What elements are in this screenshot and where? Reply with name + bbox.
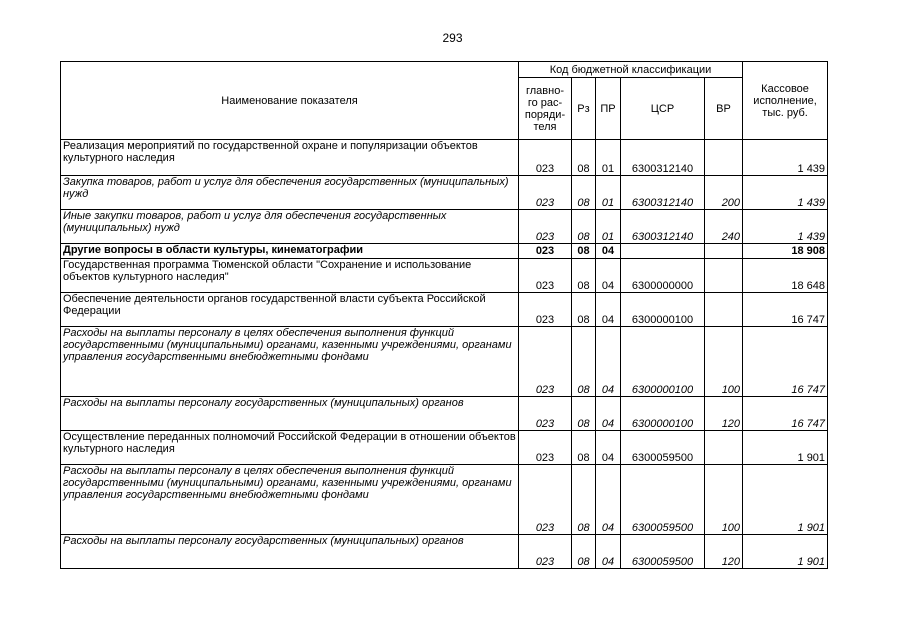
row-name: Государственная программа Тюменской области "Сохранение и использование объектов культурного наследия" bbox=[61, 259, 519, 293]
header-pr: ПР bbox=[596, 78, 621, 140]
row-pr: 04 bbox=[596, 397, 621, 431]
header-name: Наименование показателя bbox=[61, 62, 519, 140]
row-name: Осуществление переданных полномочий Российской Федерации в отношении объектов культурного наследия bbox=[61, 431, 519, 465]
row-glav: 023 bbox=[519, 259, 572, 293]
row-vr: 200 bbox=[705, 176, 743, 210]
row-csr: 6300059500 bbox=[621, 465, 705, 535]
row-name: Закупка товаров, работ и услуг для обеспечения государственных (муниципальных) нужд bbox=[61, 176, 519, 210]
row-pr: 04 bbox=[596, 293, 621, 327]
row-name: Расходы на выплаты персоналу государственных (муниципальных) органов bbox=[61, 535, 519, 569]
row-amount: 1 901 bbox=[743, 535, 828, 569]
row-csr: 6300312140 bbox=[621, 176, 705, 210]
row-pr: 04 bbox=[596, 535, 621, 569]
row-csr: 6300059500 bbox=[621, 431, 705, 465]
row-csr bbox=[621, 244, 705, 259]
row-amount: 18 908 bbox=[743, 244, 828, 259]
table-row bbox=[61, 293, 828, 327]
row-rz: 08 bbox=[572, 244, 596, 259]
row-rz: 08 bbox=[572, 259, 596, 293]
row-vr: 120 bbox=[705, 397, 743, 431]
row-amount: 16 747 bbox=[743, 327, 828, 397]
row-pr: 04 bbox=[596, 244, 621, 259]
row-vr: 120 bbox=[705, 535, 743, 569]
row-rz: 08 bbox=[572, 465, 596, 535]
table-row bbox=[61, 210, 828, 244]
row-vr bbox=[705, 140, 743, 176]
row-rz: 08 bbox=[572, 176, 596, 210]
row-csr: 6300000000 bbox=[621, 259, 705, 293]
row-amount: 18 648 bbox=[743, 259, 828, 293]
row-glav: 023 bbox=[519, 327, 572, 397]
header-csr: ЦСР bbox=[621, 78, 705, 140]
row-amount: 1 901 bbox=[743, 465, 828, 535]
header-glav: главно- го рас- поряди- теля bbox=[519, 78, 572, 140]
row-glav: 023 bbox=[519, 293, 572, 327]
row-pr: 04 bbox=[596, 259, 621, 293]
row-name: Расходы на выплаты персоналу государственных (муниципальных) органов bbox=[61, 397, 519, 431]
row-glav: 023 bbox=[519, 244, 572, 259]
row-csr: 6300000100 bbox=[621, 327, 705, 397]
row-rz: 08 bbox=[572, 140, 596, 176]
row-rz: 08 bbox=[572, 397, 596, 431]
table-body bbox=[61, 140, 828, 569]
row-csr: 6300000100 bbox=[621, 397, 705, 431]
row-glav: 023 bbox=[519, 535, 572, 569]
header-amount: Кассовое исполнение, тыс. руб. bbox=[743, 62, 828, 140]
row-pr: 01 bbox=[596, 176, 621, 210]
row-pr: 01 bbox=[596, 140, 621, 176]
row-amount: 1 439 bbox=[743, 140, 828, 176]
table-row bbox=[61, 244, 828, 259]
row-pr: 04 bbox=[596, 465, 621, 535]
budget-table bbox=[60, 61, 828, 569]
table-row bbox=[61, 431, 828, 465]
row-amount: 16 747 bbox=[743, 293, 828, 327]
row-glav: 023 bbox=[519, 176, 572, 210]
row-name: Расходы на выплаты персоналу в целях обеспечения выполнения функций государственными (муниципальными) органами, казенными учреждениями, органами управления государственными внебюджетными фондами bbox=[61, 327, 519, 397]
table-header bbox=[61, 62, 828, 140]
row-name: Расходы на выплаты персоналу в целях обеспечения выполнения функций государственными (муниципальными) органами, казенными учреждениями, органами управления государственными внебюджетными фондами bbox=[61, 465, 519, 535]
row-csr: 6300312140 bbox=[621, 210, 705, 244]
row-name: Реализация мероприятий по государственной охране и популяризации объектов культурного наследия bbox=[61, 140, 519, 176]
table-row bbox=[61, 327, 828, 397]
row-glav: 023 bbox=[519, 465, 572, 535]
row-amount: 16 747 bbox=[743, 397, 828, 431]
row-csr: 6300059500 bbox=[621, 535, 705, 569]
row-glav: 023 bbox=[519, 140, 572, 176]
table-row bbox=[61, 259, 828, 293]
row-amount: 1 439 bbox=[743, 210, 828, 244]
row-csr: 6300312140 bbox=[621, 140, 705, 176]
row-glav: 023 bbox=[519, 210, 572, 244]
row-rz: 08 bbox=[572, 431, 596, 465]
row-vr bbox=[705, 259, 743, 293]
row-rz: 08 bbox=[572, 210, 596, 244]
row-rz: 08 bbox=[572, 535, 596, 569]
table-row bbox=[61, 465, 828, 535]
table-row bbox=[61, 140, 828, 176]
row-name: Иные закупки товаров, работ и услуг для обеспечения государственных (муниципальных) нужд bbox=[61, 210, 519, 244]
row-amount: 1 901 bbox=[743, 431, 828, 465]
row-glav: 023 bbox=[519, 397, 572, 431]
header-vr: ВР bbox=[705, 78, 743, 140]
row-vr: 100 bbox=[705, 327, 743, 397]
table-row bbox=[61, 176, 828, 210]
row-vr: 240 bbox=[705, 210, 743, 244]
row-csr: 6300000100 bbox=[621, 293, 705, 327]
header-classification: Код бюджетной классификации bbox=[519, 62, 743, 78]
row-vr: 100 bbox=[705, 465, 743, 535]
page-number: 293 bbox=[442, 31, 463, 45]
row-pr: 04 bbox=[596, 431, 621, 465]
row-amount: 1 439 bbox=[743, 176, 828, 210]
row-name: Другие вопросы в области культуры, кинематографии bbox=[61, 244, 519, 259]
row-pr: 01 bbox=[596, 210, 621, 244]
row-glav: 023 bbox=[519, 431, 572, 465]
row-pr: 04 bbox=[596, 327, 621, 397]
row-vr bbox=[705, 293, 743, 327]
row-rz: 08 bbox=[572, 293, 596, 327]
row-rz: 08 bbox=[572, 327, 596, 397]
header-rz: Рз bbox=[572, 78, 596, 140]
table-row bbox=[61, 397, 828, 431]
table-row bbox=[61, 535, 828, 569]
row-vr bbox=[705, 244, 743, 259]
row-name: Обеспечение деятельности органов государственной власти субъекта Российской Федерации bbox=[61, 293, 519, 327]
row-vr bbox=[705, 431, 743, 465]
